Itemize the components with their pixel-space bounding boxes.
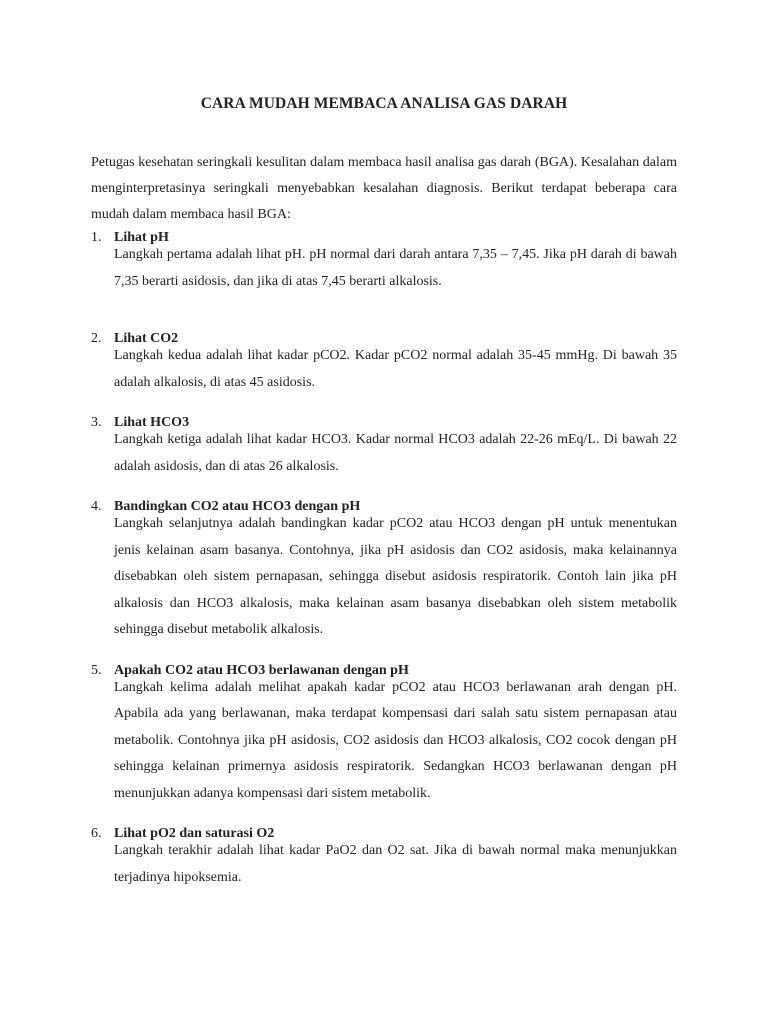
list-item-body: Langkah kedua adalah lihat kadar pCO2. Kadar pCO2 normal adalah 35-45 mmHg. Di bawah 35 adalah alkalosis, di atas 45 asidosis. [114,348,677,390]
list-item-body: Langkah pertama adalah lihat pH. pH normal dari darah antara 7,35 – 7,45. Jika pH darah di bawah 7,35 berarti asidosis, dan jika di atas 7,45 berarti alkalosis. [114,247,677,289]
list-item-1 [91,229,677,295]
list-item-3 [91,414,677,480]
list-number: 3. [91,415,102,430]
list-number: 6. [91,826,102,841]
list-item-body: Langkah terakhir adalah lihat kadar PaO2 dan O2 sat. Jika di bawah normal maka menunjukkan terjadinya hipoksemia. [114,843,677,885]
list-item-heading: Lihat CO2 [114,331,179,346]
document-page [91,94,677,891]
list-item-body: Langkah selanjutnya adalah bandingkan kadar pCO2 atau HCO3 dengan pH untuk menentukan jenis kelainan asam basanya. Contohnya, jika pH asidosis dan CO2 asidosis, maka kelainannya disebabkan oleh sistem pernapasan, sehingga disebut asidosis respiratorik. Contoh lain jika pH alkalosis dan HCO3 alkalosis, maka kelainan asam basanya disebabkan oleh sistem metabolik sehingga disebut metabolik alkalosis. [114,516,677,637]
list-item-heading: Bandingkan CO2 atau HCO3 dengan pH [114,499,361,514]
list-number: 1. [91,230,102,245]
list-item-4 [91,498,677,644]
list-item-heading: Lihat pO2 dan saturasi O2 [114,826,275,841]
list-number: 5. [91,662,102,678]
list-item-heading: Lihat HCO3 [114,415,190,430]
list-item-5 [91,662,677,808]
list-number: 4. [91,499,102,514]
list-item-body: Langkah ketiga adalah lihat kadar HCO3. Kadar normal HCO3 adalah 22-26 mEq/L. Di bawah 22 adalah asidosis, dan di atas 26 alkalosis. [114,432,677,474]
intro-paragraph: Petugas kesehatan seringkali kesulitan dalam membaca hasil analisa gas darah (BGA). Kesalahan dalam menginterpretasinya seringkali menyebabkan kesalahan diagnosis. Berikut terdapat beberapa cara mudah dalam membaca hasil BGA: [91,155,677,222]
list-number: 2. [91,331,102,346]
list-item-2 [91,330,677,396]
document-title: CARA MUDAH MEMBACA ANALISA GAS DARAH [200,95,568,112]
list-item-heading: Apakah CO2 atau HCO3 berlawanan dengan pH [114,662,409,678]
list-item-6 [91,825,677,891]
list-item-heading: Lihat pH [114,230,169,245]
list-item-body: Langkah kelima adalah melihat apakah kadar pCO2 atau HCO3 berlawanan arah dengan pH. Apabila ada yang berlawanan, maka terdapat kompensasi dari salah satu sistem pernapasan atau metabolik. Contohnya jika pH asidosis, CO2 asidosis dan HCO3 alkalosis, CO2 cocok dengan pH sehingga kelainan primernya asidosis respiratorik. Sedangkan HCO3 berlawanan dengan pH menunjukkan adanya kompensasi dari sistem metabolik. [114,679,677,801]
